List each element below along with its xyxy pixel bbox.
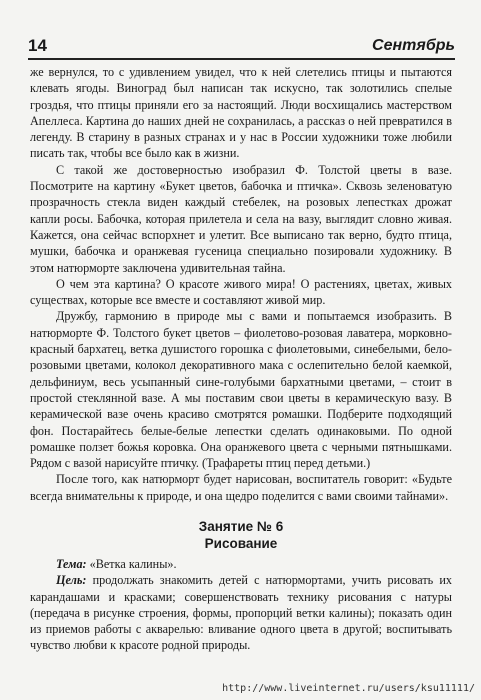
theme-value: «Ветка калины». <box>86 557 177 571</box>
goal-line <box>30 572 452 653</box>
paragraph: С такой же достоверностью изобразил Ф. Толстой цветы в вазе. Посмотрите на картину «Букет цветов, бабочка и птичка». Сквозь зеленоватую прозрачность стекла виден каждый стебелек, на розовых лепестках дрожат капли росы. Бабочка, которая прилетела и села на вазу, выглядит словно живая. Кажется, она сейчас вспорхнет и улетит. Все выписано так верно, будто птица, мушки, бабочка и оранжевая гусеница специально позировали художнику. В этом натюрморте заключена удивительная тайна. <box>30 162 452 275</box>
page-header <box>28 36 455 60</box>
lesson-heading <box>30 518 452 552</box>
running-title: Сентябрь <box>372 37 455 54</box>
lesson-details <box>30 556 452 654</box>
paragraph: О чем эта картина? О красоте живого мира! О растениях, цветах, живых существах, которые все вместе и составляют живой мир. <box>30 276 452 308</box>
paragraph: Дружбу, гармонию в природе мы с вами и попытаемся изобразить. В натюрморте Ф. Толстого букет цветов – фиолетово-розовая лаватера, морковно-красный бархатец, ветка душистого горошка с фиолетовыми, синебелыми, бело-розовыми цветами, колокол декоративного мака с ослепительно белой каемкой, дельфиниум, весь усыпанный сине-голубыми бархатными цветами, – стоит в простой стеклянной вазе. А мы поставим свои цветы в керамическую вазу. В керамической вазе очень красиво смотрятся ромашки. Подберите подходящий фон. Постарайтесь белые-белые лепестки сделать одинаковыми. По одной ромашке ползет божья коровка. Она оранжевого цвета с черными пятнышками. Рядом с вазой нарисуйте птичку. (Трафареты птиц перед детьми.) <box>30 309 452 471</box>
goal-value: продолжать знакомить детей с натюрмортами, учить рисовать их карандашами и красками; совершенствовать технику рисования с натуры (передача в рисунке строения, формы, пропорций ветки калины); показать один из приемов работы с акварелью: вливание одного цвета в другой; воспитывать чувство любви к красоте родной природы. <box>30 573 452 653</box>
lesson-title: Занятие № 6 <box>198 519 284 534</box>
theme-label: Тема: <box>56 557 87 571</box>
source-url: http://www.liveinternet.ru/users/ksu11111/ <box>222 683 475 694</box>
lesson-subtitle: Рисование <box>204 536 278 551</box>
goal-label: Цель: <box>56 573 87 588</box>
main-text <box>30 64 452 504</box>
page-number: 14 <box>28 36 47 55</box>
paragraph: же вернулся, то с удивлением увидел, что к ней слетелись птицы и пытаются клевать ягоды. Виноград был написан так искусно, так золотились спелые гроздья, что птицы приняли его за настоящий. Люди восхищались мастерством Апеллеса. Картина до наших дней не сохранилась, а рассказ о ней превратился в легенду. В старину в разных странах и у нас в России художники тоже любили писать так, чтобы все было как в жизни. <box>30 65 452 161</box>
theme-line <box>30 556 452 572</box>
paragraph: После того, как натюрморт будет нарисован, воспитатель говорит: «Будьте всегда внимательны к природе, и она щедро поделится с вами своими тайнами». <box>30 472 452 503</box>
